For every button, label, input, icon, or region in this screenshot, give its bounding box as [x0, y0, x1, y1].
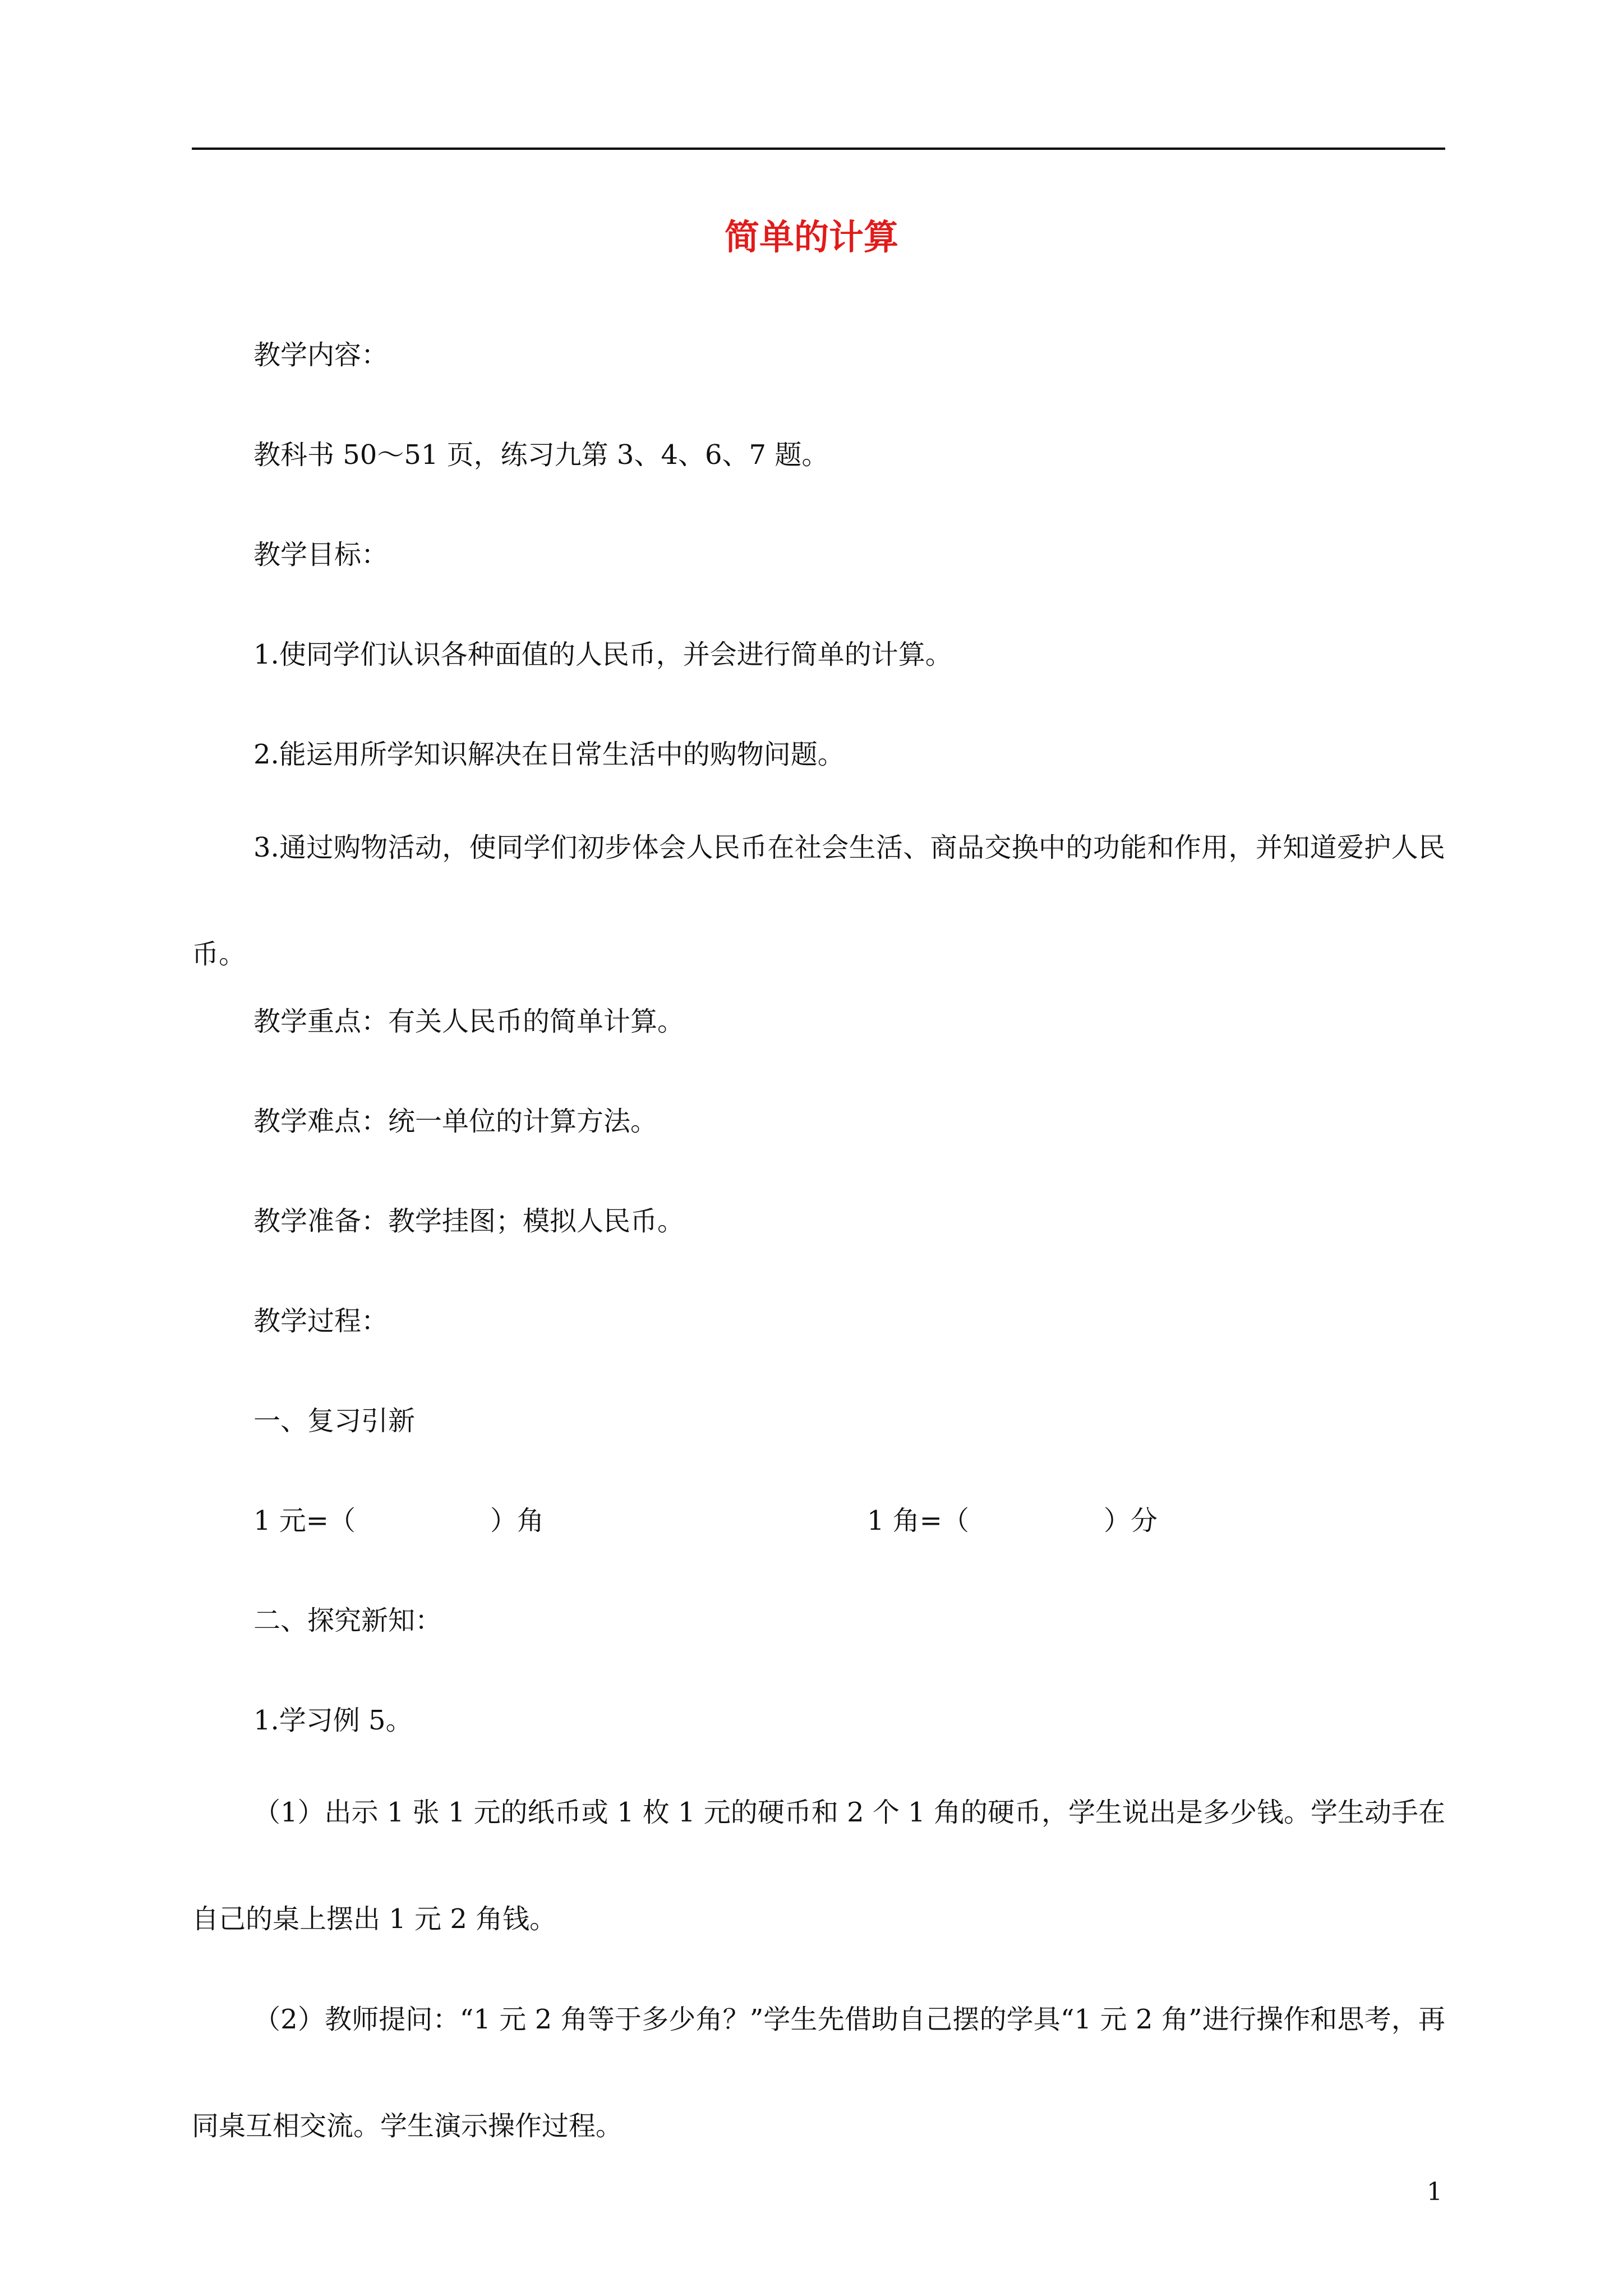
- section-explore-heading: 二、探究新知：: [253, 1605, 442, 1636]
- goal-1: 1.使同学们认识各种面值的人民币，并会进行简单的计算。: [253, 639, 952, 670]
- section-review-heading: 一、复习引新: [253, 1405, 416, 1437]
- review-jiao-to-fen: 1 角=（ ）分: [867, 1505, 1158, 1536]
- page-number: 1: [1427, 2178, 1442, 2206]
- step-2: （2）教师提问：“1 元 2 角等于多少角？”学生先借助自己摆的学具“1 元 2 角”进行操作和思考，再同桌互相交流。学生演示操作过程。: [192, 2004, 1445, 2142]
- key-point: 教学重点：有关人民币的简单计算。: [253, 1006, 685, 1037]
- example-heading: 1.学习例 5。: [253, 1705, 413, 1736]
- content-body: 教科书 50～51 页，练习九第 3、4、6、7 题。: [253, 439, 829, 471]
- process-heading: 教学过程：: [253, 1305, 389, 1337]
- goal-3: 3.通过购物活动，使同学们初步体会人民币在社会生活、商品交换中的功能和作用，并知道爱护人民币。: [192, 832, 1445, 970]
- step-1: （1）出示 1 张 1 元的纸币或 1 枚 1 元的硬币和 2 个 1 角的硬币，学生说出是多少钱。学生动手在自己的桌上摆出 1 元 2 角钱。: [192, 1797, 1445, 1935]
- content-heading: 教学内容：: [253, 339, 389, 371]
- review-yuan-to-jiao: 1 元=（ ）角: [253, 1505, 545, 1536]
- goals-heading: 教学目标：: [253, 539, 389, 570]
- header-rule: [192, 148, 1445, 150]
- goal-2: 2.能运用所学知识解决在日常生活中的购物问题。: [253, 739, 845, 770]
- document-title: 简单的计算: [724, 217, 898, 257]
- difficulty: 教学难点：统一单位的计算方法。: [253, 1106, 658, 1137]
- preparation: 教学准备：教学挂图；模拟人民币。: [253, 1205, 685, 1237]
